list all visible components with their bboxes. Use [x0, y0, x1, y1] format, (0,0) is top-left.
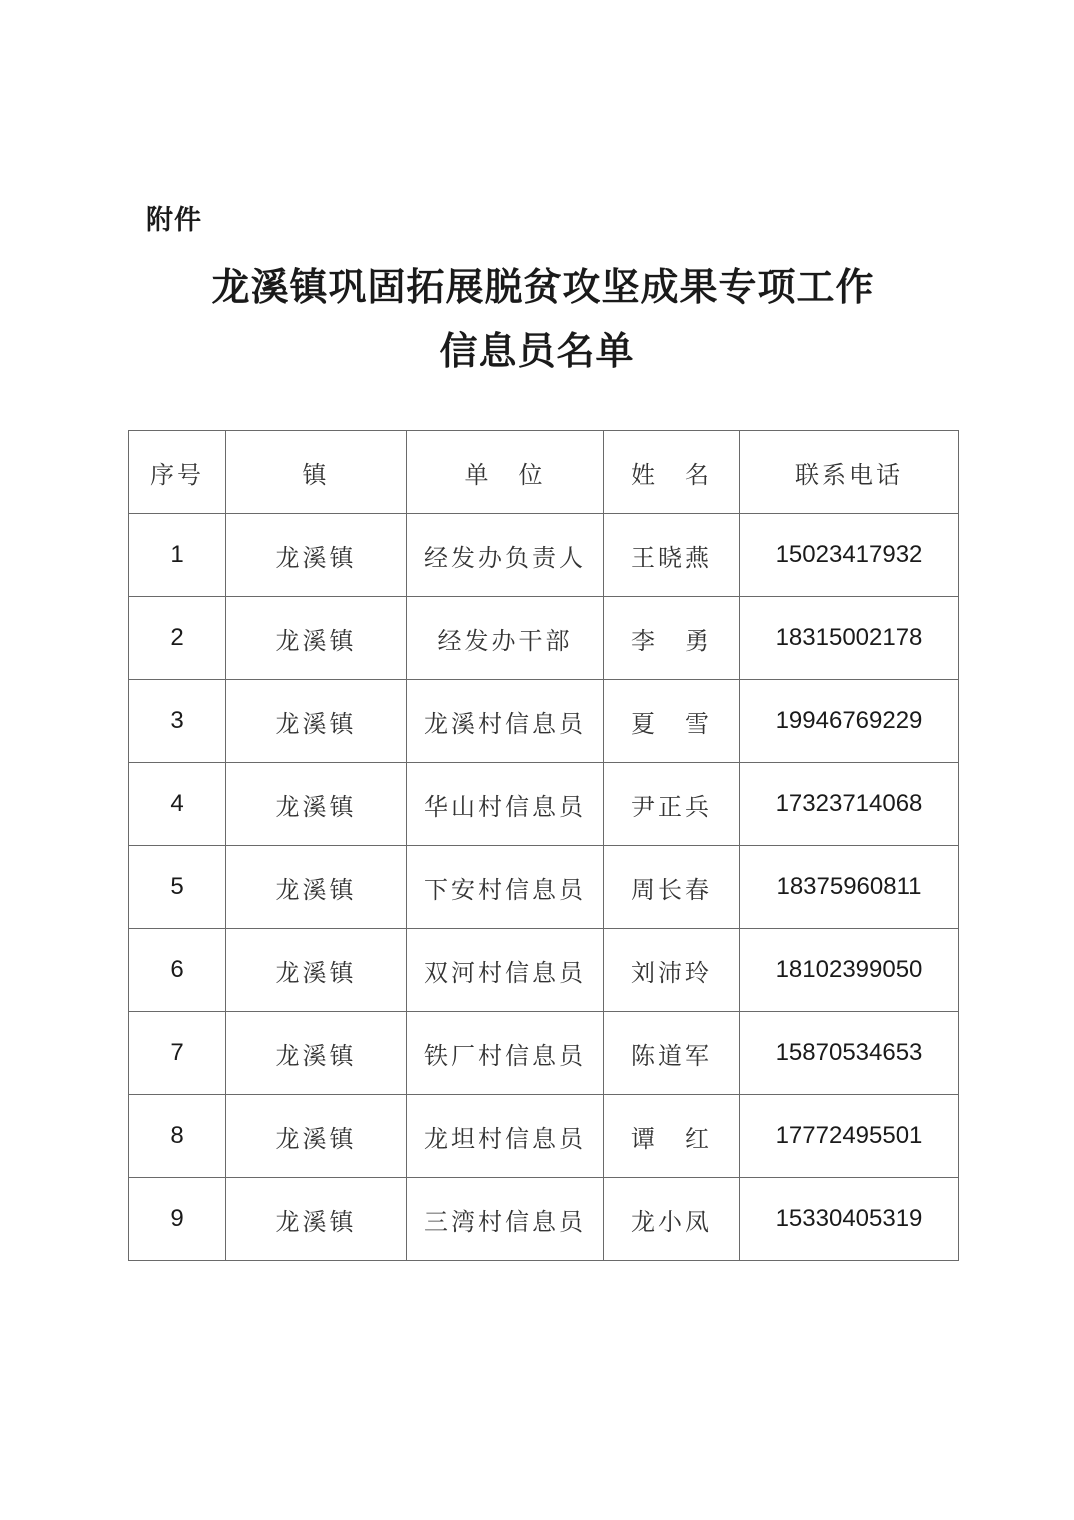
cell-serial-number: 5 — [129, 846, 226, 929]
header-phone: 联系电话 — [740, 431, 959, 514]
cell-phone: 15330405319 — [740, 1178, 959, 1261]
cell-name: 王晓燕 — [604, 514, 740, 597]
cell-phone: 18315002178 — [740, 597, 959, 680]
document-title-line-1: 龙溪镇巩固拓展脱贫攻坚成果专项工作 — [211, 264, 875, 309]
table-row — [129, 846, 959, 929]
cell-town: 龙溪镇 — [226, 1178, 407, 1261]
cell-phone: 19946769229 — [740, 680, 959, 763]
cell-unit: 下安村信息员 — [407, 846, 604, 929]
cell-serial-number: 3 — [129, 680, 226, 763]
cell-unit: 铁厂村信息员 — [407, 1012, 604, 1095]
cell-phone: 17772495501 — [740, 1095, 959, 1178]
cell-name: 刘沛玲 — [604, 929, 740, 1012]
cell-town: 龙溪镇 — [226, 1012, 407, 1095]
cell-serial-number: 1 — [129, 514, 226, 597]
cell-serial-number: 9 — [129, 1178, 226, 1261]
cell-serial-number: 4 — [129, 763, 226, 846]
cell-phone: 15023417932 — [740, 514, 959, 597]
table-row — [129, 1095, 959, 1178]
cell-serial-number: 7 — [129, 1012, 226, 1095]
cell-unit: 龙坦村信息员 — [407, 1095, 604, 1178]
cell-phone: 18375960811 — [740, 846, 959, 929]
cell-phone: 18102399050 — [740, 929, 959, 1012]
header-serial-number: 序号 — [129, 431, 226, 514]
cell-unit: 经发办干部 — [407, 597, 604, 680]
cell-serial-number: 6 — [129, 929, 226, 1012]
cell-town: 龙溪镇 — [226, 763, 407, 846]
header-unit: 单 位 — [407, 431, 604, 514]
table-header-row — [129, 431, 959, 514]
table-row — [129, 1012, 959, 1095]
table-row — [129, 680, 959, 763]
cell-name: 龙小凤 — [604, 1178, 740, 1261]
cell-serial-number: 8 — [129, 1095, 226, 1178]
table-row — [129, 929, 959, 1012]
cell-town: 龙溪镇 — [226, 680, 407, 763]
cell-phone: 17323714068 — [740, 763, 959, 846]
cell-town: 龙溪镇 — [226, 514, 407, 597]
cell-unit: 三湾村信息员 — [407, 1178, 604, 1261]
cell-town: 龙溪镇 — [226, 846, 407, 929]
cell-unit: 经发办负责人 — [407, 514, 604, 597]
cell-town: 龙溪镇 — [226, 597, 407, 680]
cell-town: 龙溪镇 — [226, 1095, 407, 1178]
cell-unit: 华山村信息员 — [407, 763, 604, 846]
cell-name: 周长春 — [604, 846, 740, 929]
cell-unit: 双河村信息员 — [407, 929, 604, 1012]
cell-unit: 龙溪村信息员 — [407, 680, 604, 763]
table-row — [129, 597, 959, 680]
cell-phone: 15870534653 — [740, 1012, 959, 1095]
cell-town: 龙溪镇 — [226, 929, 407, 1012]
header-name: 姓 名 — [604, 431, 740, 514]
cell-serial-number: 2 — [129, 597, 226, 680]
informant-roster-table — [128, 430, 959, 1261]
table-row — [129, 1178, 959, 1261]
cell-name: 尹正兵 — [604, 763, 740, 846]
cell-name: 陈道军 — [604, 1012, 740, 1095]
cell-name: 夏 雪 — [604, 680, 740, 763]
document-title-line-2: 信息员名单 — [439, 328, 635, 373]
table-row — [129, 763, 959, 846]
attachment-label: 附件 — [146, 205, 202, 236]
cell-name: 谭 红 — [604, 1095, 740, 1178]
table-row — [129, 514, 959, 597]
cell-name: 李 勇 — [604, 597, 740, 680]
header-town: 镇 — [226, 431, 407, 514]
